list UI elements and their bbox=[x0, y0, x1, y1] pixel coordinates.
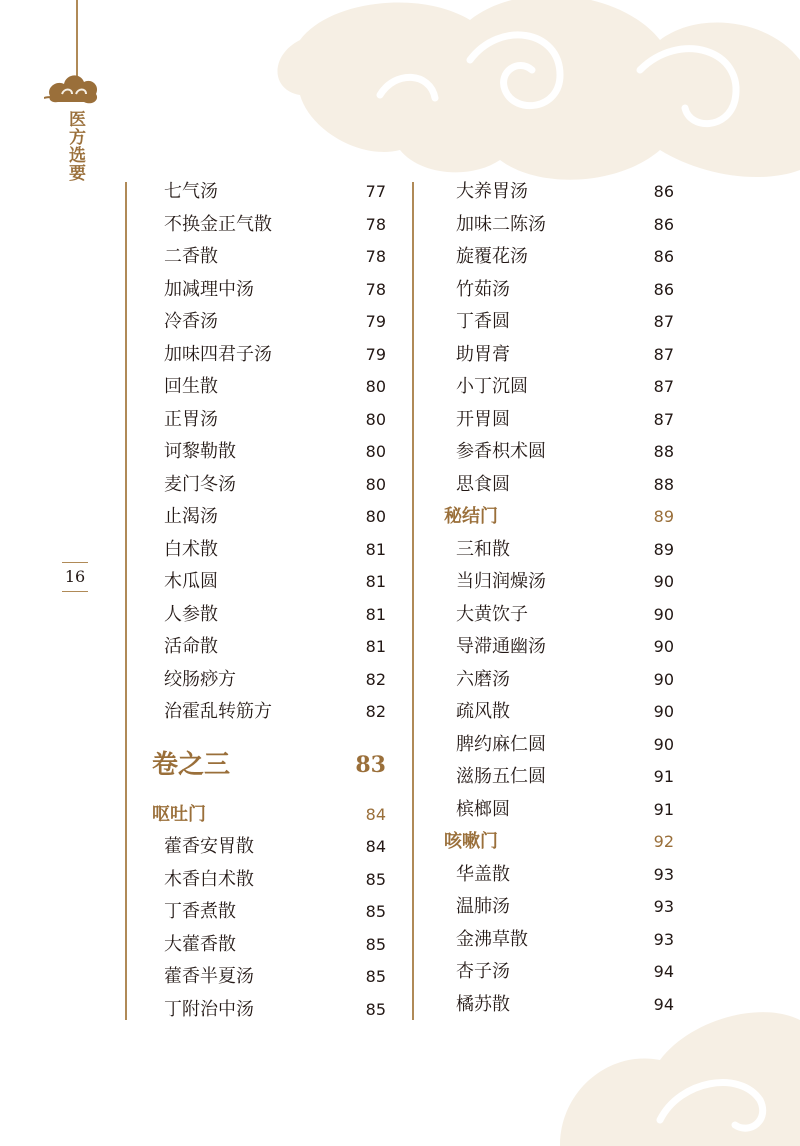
toc-entry bbox=[138, 664, 390, 697]
toc-entry bbox=[138, 929, 390, 962]
toc-entry-page: 78 bbox=[365, 247, 386, 266]
toc-entry bbox=[138, 599, 390, 632]
toc-entry-title: 正胃汤 bbox=[164, 408, 218, 430]
toc-entry-page: 90 bbox=[653, 669, 674, 689]
toc-section-heading bbox=[430, 826, 678, 859]
toc-entry bbox=[430, 436, 678, 469]
toc-entry-title: 脾约麻仁圆 bbox=[456, 733, 546, 755]
toc-entry-page: 87 bbox=[653, 312, 674, 331]
toc-entry-page: 90 bbox=[653, 734, 674, 754]
toc-entry-page: 80 bbox=[365, 474, 386, 494]
toc-entry-title: 加味四君子汤 bbox=[164, 343, 272, 365]
toc-entry-title: 温肺汤 bbox=[456, 896, 510, 917]
toc-entry-page: 90 bbox=[653, 637, 674, 656]
toc-entry bbox=[138, 864, 390, 897]
toc-entry-title: 人参散 bbox=[164, 603, 218, 625]
toc-entry-title: 开胃圆 bbox=[456, 408, 510, 430]
toc-entry bbox=[138, 371, 390, 404]
toc-entry-page: 90 bbox=[653, 572, 674, 591]
toc-entry bbox=[430, 924, 678, 957]
toc-entry-page: 86 bbox=[653, 247, 674, 266]
toc-entry-title: 麦门冬汤 bbox=[164, 473, 236, 495]
toc-entry-title: 三和散 bbox=[456, 538, 510, 560]
toc-entry bbox=[138, 961, 390, 994]
toc-entry bbox=[430, 274, 678, 307]
toc-entry bbox=[138, 209, 390, 242]
toc-entry-title: 大藿香散 bbox=[164, 933, 236, 955]
toc-entry-title: 藿香安胃散 bbox=[164, 836, 254, 857]
toc-entry-page: 87 bbox=[653, 409, 674, 429]
toc-entry-page: 83 bbox=[355, 751, 386, 778]
toc-entry bbox=[138, 404, 390, 437]
toc-entry-page: 84 bbox=[365, 804, 386, 824]
toc-entry bbox=[430, 891, 678, 924]
toc-entry bbox=[138, 696, 390, 729]
toc-entry-title: 丁附治中汤 bbox=[164, 998, 254, 1020]
toc-entry-page: 85 bbox=[365, 999, 386, 1019]
toc-entry-title: 橘苏散 bbox=[456, 993, 510, 1015]
toc-entry bbox=[430, 859, 678, 892]
toc-entry-page: 85 bbox=[365, 902, 386, 921]
toc-entry-page: 80 bbox=[365, 377, 386, 396]
toc-entry-page: 86 bbox=[653, 279, 674, 299]
toc-entry-page: 93 bbox=[653, 864, 674, 884]
toc-entry-title: 止渴汤 bbox=[164, 506, 218, 527]
toc-entry-page: 93 bbox=[653, 929, 674, 949]
toc-entry bbox=[138, 274, 390, 307]
toc-entry-page: 80 bbox=[365, 442, 386, 461]
toc-entry bbox=[430, 306, 678, 339]
toc-entry-title: 旋覆花汤 bbox=[456, 246, 528, 267]
toc-entry-page: 78 bbox=[365, 214, 386, 234]
toc-entry bbox=[138, 339, 390, 372]
toc-entry-page: 81 bbox=[365, 539, 386, 559]
toc-entry-title: 七气汤 bbox=[164, 181, 218, 202]
toc-entry-title: 加减理中汤 bbox=[164, 278, 254, 300]
toc-entry-title: 疏风散 bbox=[456, 701, 510, 722]
toc-entry-page: 89 bbox=[653, 539, 674, 559]
toc-entry-title: 滋肠五仁圆 bbox=[456, 766, 546, 787]
toc-entry-page: 94 bbox=[653, 962, 674, 981]
toc-entry-page: 87 bbox=[653, 344, 674, 364]
toc-entry-page: 86 bbox=[653, 182, 674, 201]
toc-entry-page: 79 bbox=[365, 312, 386, 331]
toc-entry-page: 85 bbox=[365, 869, 386, 889]
toc-entry-page: 87 bbox=[653, 377, 674, 396]
toc-entry-title: 不换金正气散 bbox=[164, 213, 272, 235]
toc-entry-page: 81 bbox=[365, 572, 386, 591]
toc-entry bbox=[138, 896, 390, 929]
toc-entry-page: 84 bbox=[365, 837, 386, 856]
toc-entry bbox=[430, 404, 678, 437]
toc-entry-page: 85 bbox=[365, 967, 386, 986]
toc-entry-page: 92 bbox=[653, 832, 674, 851]
toc-entry bbox=[430, 241, 678, 274]
toc-entry-title: 回生散 bbox=[164, 376, 218, 397]
toc-entry-title: 思食圆 bbox=[456, 473, 510, 495]
toc-entry-title: 木瓜圆 bbox=[164, 571, 218, 592]
toc-entry-page: 90 bbox=[653, 604, 674, 624]
toc-entry-title: 参香枳术圆 bbox=[456, 441, 546, 462]
toc-entry-title: 木香白术散 bbox=[164, 868, 254, 890]
left-divider bbox=[125, 182, 127, 1020]
toc-right-column bbox=[430, 176, 678, 1021]
toc-entry bbox=[430, 956, 678, 989]
toc-entry bbox=[430, 631, 678, 664]
toc-entry bbox=[430, 339, 678, 372]
toc-entry bbox=[138, 566, 390, 599]
toc-entry-page: 82 bbox=[365, 702, 386, 721]
toc-entry-title: 冷香汤 bbox=[164, 311, 218, 332]
toc-entry-title: 白术散 bbox=[164, 538, 218, 560]
toc-entry-page: 94 bbox=[653, 994, 674, 1014]
hanging-line bbox=[76, 0, 78, 80]
toc-entry-title: 加味二陈汤 bbox=[456, 213, 546, 235]
toc-entry-page: 81 bbox=[365, 637, 386, 656]
toc-entry bbox=[430, 664, 678, 697]
toc-entry-title: 杏子汤 bbox=[456, 961, 510, 982]
toc-entry-title: 金沸草散 bbox=[456, 928, 528, 950]
toc-entry-title: 小丁沉圆 bbox=[456, 376, 528, 397]
toc-entry bbox=[430, 729, 678, 762]
toc-entry-page: 91 bbox=[653, 767, 674, 786]
toc-entry-page: 91 bbox=[653, 799, 674, 819]
toc-section-heading bbox=[430, 501, 678, 534]
toc-entry-page: 93 bbox=[653, 897, 674, 916]
toc-left-column bbox=[138, 176, 390, 1026]
toc-entry-page: 80 bbox=[365, 409, 386, 429]
middle-divider bbox=[412, 182, 414, 1020]
toc-entry-page: 77 bbox=[365, 182, 386, 201]
toc-entry-title: 华盖散 bbox=[456, 863, 510, 885]
toc-entry-page: 88 bbox=[653, 442, 674, 461]
toc-entry bbox=[138, 501, 390, 534]
toc-entry bbox=[138, 241, 390, 274]
toc-entry-page: 86 bbox=[653, 214, 674, 234]
toc-entry bbox=[430, 794, 678, 827]
toc-entry-title: 当归润燥汤 bbox=[456, 571, 546, 592]
toc-entry bbox=[138, 436, 390, 469]
toc-entry-title: 助胃膏 bbox=[456, 343, 510, 365]
toc-entry bbox=[430, 696, 678, 729]
toc-entry-title: 导滞通幽汤 bbox=[456, 636, 546, 657]
toc-entry bbox=[138, 176, 390, 209]
toc-entry bbox=[138, 831, 390, 864]
toc-entry bbox=[138, 306, 390, 339]
toc-entry-title: 活命散 bbox=[164, 636, 218, 657]
toc-entry-title: 治霍乱转筋方 bbox=[164, 701, 272, 722]
toc-entry-title: 竹茹汤 bbox=[456, 278, 510, 300]
toc-entry bbox=[430, 534, 678, 567]
cloud-icon bbox=[44, 72, 100, 106]
toc-volume-heading bbox=[138, 735, 390, 795]
toc-entry bbox=[430, 176, 678, 209]
toc-entry-title: 六磨汤 bbox=[456, 668, 510, 690]
toc-entry-title: 槟榔圆 bbox=[456, 798, 510, 820]
toc-entry bbox=[430, 599, 678, 632]
toc-entry-page: 88 bbox=[653, 474, 674, 494]
toc-entry-page: 89 bbox=[653, 507, 674, 526]
toc-entry-title: 二香散 bbox=[164, 246, 218, 267]
toc-entry-page: 81 bbox=[365, 604, 386, 624]
toc-entry-title: 卷之三 bbox=[152, 749, 231, 780]
toc-entry-page: 80 bbox=[365, 507, 386, 526]
toc-entry-title: 大黄饮子 bbox=[456, 603, 528, 625]
toc-entry bbox=[430, 566, 678, 599]
toc-entry-title: 丁香圆 bbox=[456, 311, 510, 332]
toc-entry bbox=[138, 534, 390, 567]
toc-entry bbox=[430, 761, 678, 794]
toc-entry bbox=[430, 989, 678, 1022]
toc-section-heading bbox=[138, 799, 390, 832]
toc-entry-page: 85 bbox=[365, 934, 386, 954]
page-number: 16 bbox=[62, 562, 88, 592]
toc-entry-title: 绞肠痧方 bbox=[164, 668, 236, 690]
toc-entry bbox=[430, 469, 678, 502]
toc-entry bbox=[138, 994, 390, 1027]
toc-entry-title: 大养胃汤 bbox=[456, 181, 528, 202]
toc-entry-title: 藿香半夏汤 bbox=[164, 966, 254, 987]
toc-entry-title: 诃黎勒散 bbox=[164, 441, 236, 462]
toc-entry-page: 78 bbox=[365, 279, 386, 299]
toc-entry-page: 90 bbox=[653, 702, 674, 721]
toc-entry bbox=[430, 371, 678, 404]
toc-entry-title: 咳嗽门 bbox=[444, 831, 498, 852]
toc-entry bbox=[138, 631, 390, 664]
toc-entry-page: 82 bbox=[365, 669, 386, 689]
toc-entry bbox=[138, 469, 390, 502]
toc-entry-page: 79 bbox=[365, 344, 386, 364]
toc-entry-title: 呕吐门 bbox=[152, 803, 206, 825]
side-title: 医方选要 bbox=[65, 110, 85, 182]
toc-entry bbox=[430, 209, 678, 242]
toc-entry-title: 丁香煮散 bbox=[164, 901, 236, 922]
toc-entry-title: 秘结门 bbox=[444, 506, 498, 527]
